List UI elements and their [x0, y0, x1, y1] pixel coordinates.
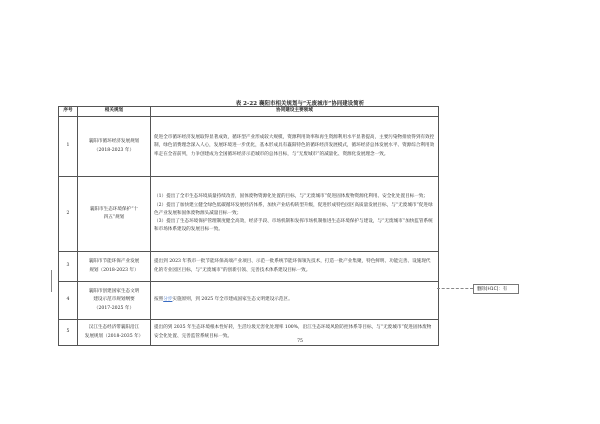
row-plan — [78, 252, 151, 282]
plan-line: 汉江生态经济带襄阳沿江 — [88, 325, 140, 331]
table-row — [59, 117, 439, 177]
row-content — [151, 252, 439, 282]
row-plan — [78, 117, 151, 177]
content-paragraph: 促进全市循环经济发展取得显著成效，循环型产业形成较大规模，资源利用效率和再生资源利用水平显著提高，主要污染物排放得到有效控制，绿色消费理念深入人心，发展环境进一步优化，基本形成具有襄阳特色的循环经济发展模式，循环经济总体发展水平、资源综合利用效率走在全省前列，力争创建成为全国循环经济示范城市的总体目标，与“无废城市”的减量化、资源化发展理念一致。 — [154, 135, 435, 157]
table-header-row — [59, 107, 439, 117]
header-plan: 相关规划 — [78, 107, 151, 117]
content-paragraph — [154, 296, 435, 304]
header-index: 序号 — [59, 107, 78, 117]
row-number: 1 — [59, 117, 78, 177]
content-paragraph: 提出的到 2035 年生态环境根本性好转，生活垃圾无害化处理率 100%，沿江生态环境风险防控体系等目标，与“无废城市”促进固体废物安全化处置、完善监管系统目标一致。 — [154, 325, 432, 339]
table-row — [59, 252, 439, 282]
comment-connector — [437, 288, 473, 290]
plan-line: 襄阳市循环经济发展规划 — [88, 139, 140, 145]
row-number: 5 — [59, 320, 78, 346]
content-paragraph: （3）提出了生态环境保护管理制度健全高效，经济手段、市场机制和发挥市场机制推进生态环境保护与建设，与“无废城市”加快监管系统和市场体系建设的发展目标一致。 — [154, 219, 433, 233]
table-row — [59, 282, 439, 320]
plan-line: 襄阳市生态环境保护“十 — [89, 206, 139, 212]
planning-table — [58, 106, 439, 346]
row-plan — [78, 282, 151, 320]
plan-line: 建设示范市规划纲要 — [93, 297, 135, 303]
revision-bar — [51, 270, 52, 292]
tracked-change-text[interactable]: 分步 — [163, 297, 173, 303]
row-content — [151, 177, 439, 252]
plan-line: 规划（2018-2023 年） — [89, 267, 139, 273]
content-paragraph: （1）提出了全市生态环境质量持续改善，固体废物资源化处置的目标，与“无废城市”促进固体废物资源化利用、安全化处置目标一致； — [154, 194, 429, 200]
header-area: 协同建设主要领域 — [151, 107, 439, 117]
plan-line: 襄阳市创建国家生态文明 — [88, 289, 140, 295]
content-text: 按照 — [154, 297, 164, 303]
row-number: 2 — [59, 177, 78, 252]
plan-line: （2017-2025 年） — [93, 305, 135, 311]
row-plan — [78, 177, 151, 252]
content-paragraph: 提出到 2023 年我市一批节能环保高端产业项目、示范一批系统节能环保领先技术，打造一批产业集聚，特色鲜明、功能完善、设施现代化的专业园区目标，与“无废城市”的创新引领、完善技术体系建设目标一致。 — [154, 259, 431, 273]
page-number: 75 — [297, 339, 303, 344]
plan-line: （2018-2023 年） — [93, 147, 135, 153]
content-text: 实施原则，到 2025 年全市建成国家生态文明建设示范区。 — [172, 297, 293, 303]
row-number: 4 — [59, 282, 78, 320]
content-paragraph: （2）提出了加快建立健全绿色低碳循环发展经济体系，加快产业结构转型升级，促进形成特色园区高质量发展目标，与“无废城市”促进绿色产业发展和固体废物源头减量目标一致； — [154, 202, 433, 216]
revision-comment[interactable]: 删除[H1C]：有 — [473, 284, 519, 294]
row-content — [151, 117, 439, 177]
table-caption: 表 2-22 襄阳市相关规划与“无废城市”协同建设简析 — [235, 101, 365, 107]
plan-line: 发展规划（2018-2035 年） — [84, 333, 144, 339]
plan-line: 襄阳市节能环保产业发展 — [88, 259, 140, 265]
row-content — [151, 282, 439, 320]
table-row — [59, 177, 439, 252]
row-number: 3 — [59, 252, 78, 282]
plan-line: 四五”规划 — [103, 215, 125, 220]
